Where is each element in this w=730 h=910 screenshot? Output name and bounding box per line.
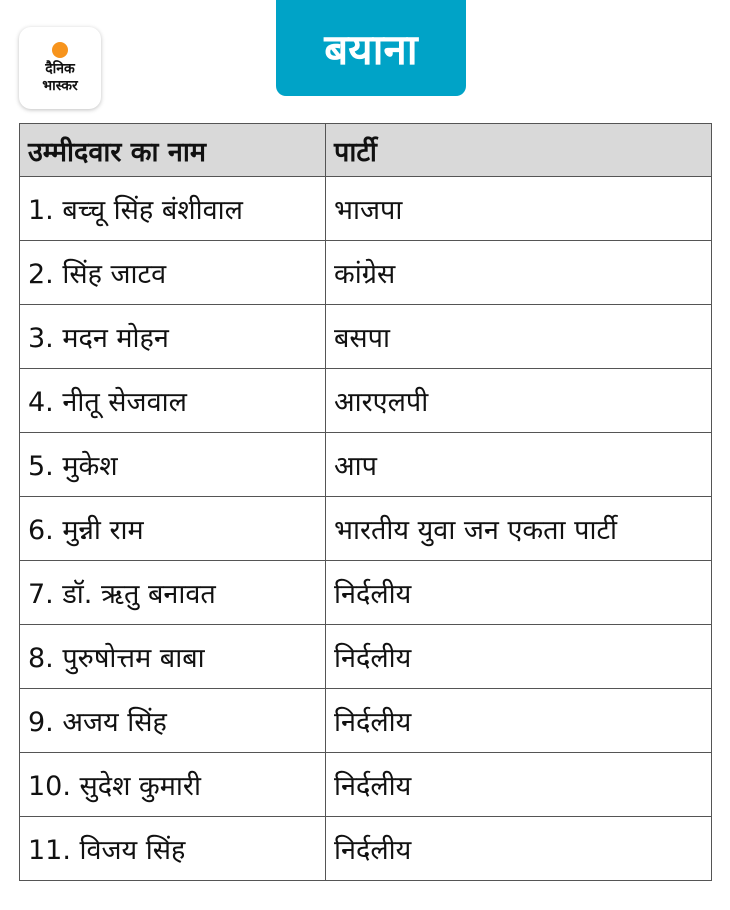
- sun-icon: [52, 42, 68, 58]
- candidate-name: 5. मुकेश: [20, 433, 326, 497]
- page-title: बयाना: [324, 24, 418, 74]
- logo-line-2: भास्कर: [42, 77, 78, 94]
- header-party: पार्टी: [326, 124, 712, 177]
- candidate-party: निर्दलीय: [326, 689, 712, 753]
- table-row: [20, 241, 712, 305]
- candidate-name: 6. मुन्नी राम: [20, 497, 326, 561]
- candidate-party: बसपा: [326, 305, 712, 369]
- candidate-party: आरएलपी: [326, 369, 712, 433]
- candidate-party: कांग्रेस: [326, 241, 712, 305]
- table-row: [20, 497, 712, 561]
- title-banner: [276, 0, 466, 96]
- table-header-row: [20, 124, 712, 177]
- candidate-party: आप: [326, 433, 712, 497]
- table-row: [20, 433, 712, 497]
- candidate-name: 3. मदन मोहन: [20, 305, 326, 369]
- table-row: [20, 561, 712, 625]
- logo-line-1: दैनिक: [45, 60, 75, 77]
- candidate-name: 8. पुरुषोत्तम बाबा: [20, 625, 326, 689]
- candidate-name: 10. सुदेश कुमारी: [20, 753, 326, 817]
- table-row: [20, 305, 712, 369]
- logo-text: [42, 61, 77, 95]
- table-row: [20, 689, 712, 753]
- table-row: [20, 177, 712, 241]
- candidate-name: 9. अजय सिंह: [20, 689, 326, 753]
- candidate-name: 7. डॉ. ऋतु बनावत: [20, 561, 326, 625]
- header-candidate-name: उम्मीदवार का नाम: [20, 124, 326, 177]
- candidate-party: भाजपा: [326, 177, 712, 241]
- candidate-name: 1. बच्चू सिंह बंशीवाल: [20, 177, 326, 241]
- dainik-bhaskar-logo: [19, 27, 101, 109]
- candidates-table: [19, 123, 712, 881]
- candidate-party: निर्दलीय: [326, 817, 712, 881]
- candidate-party: निर्दलीय: [326, 625, 712, 689]
- candidate-name: 4. नीतू सेजवाल: [20, 369, 326, 433]
- table-row: [20, 625, 712, 689]
- candidate-party: निर्दलीय: [326, 561, 712, 625]
- candidate-name: 11. विजय सिंह: [20, 817, 326, 881]
- candidate-party: निर्दलीय: [326, 753, 712, 817]
- table-row: [20, 753, 712, 817]
- candidate-name: 2. सिंह जाटव: [20, 241, 326, 305]
- table-row: [20, 369, 712, 433]
- table-row: [20, 817, 712, 881]
- candidate-party: भारतीय युवा जन एकता पार्टी: [326, 497, 712, 561]
